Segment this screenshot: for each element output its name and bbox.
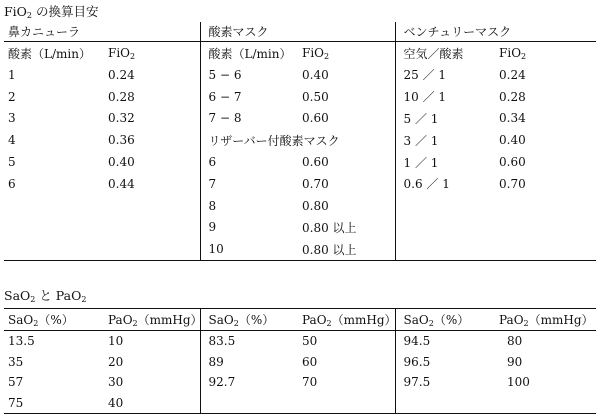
cell-nasal-fio2: 0.28 <box>108 89 135 104</box>
table-row <box>4 151 596 173</box>
cell-sao2-a: 13.5 <box>8 334 35 349</box>
header-venturi-fio2: FiO$_2$ <box>499 45 527 61</box>
cell-venturi-ratio: 3 ／ 1 <box>395 129 495 151</box>
header-nasal-fio2: FiO$_2$ <box>108 45 136 61</box>
table-row <box>4 64 596 86</box>
cell-pao2-c: 80 <box>507 334 523 349</box>
header-pao2: PaO$_2$（mmHg） <box>495 309 596 331</box>
cell-nasal-flow <box>4 195 104 217</box>
cell-mask-fio2: 0.40 <box>302 67 329 82</box>
sao2-table-title: SaO$_2$ と PaO$_2$ <box>4 288 87 304</box>
cell-venturi-fio2: 0.24 <box>499 67 526 82</box>
cell-venturi-ratio: 5 ／ 1 <box>395 108 495 130</box>
group-venturi-mask: ベンチュリーマスク <box>395 22 596 42</box>
cell-mask-fio2: 0.80 以上 <box>302 242 357 257</box>
table-row <box>4 195 596 217</box>
cell-mask-flow: 7 − 8 <box>200 108 298 130</box>
cell-sao2-a: 75 <box>8 395 24 410</box>
cell-nasal-flow <box>4 217 104 239</box>
cell-mask-fio2: 0.60 <box>302 155 329 170</box>
table-row <box>4 393 596 414</box>
header-sao2: SaO$_2$（%） <box>200 309 298 331</box>
cell-mask-flow: 6 <box>200 151 298 173</box>
cell-venturi-ratio <box>395 195 495 217</box>
cell-nasal-flow <box>4 238 104 260</box>
cell-nasal-fio2: 0.32 <box>108 111 135 126</box>
title-text: の換算目安 <box>32 4 99 19</box>
cell-nasal-flow: 5 <box>8 155 16 170</box>
cell-nasal-flow: 4 <box>8 133 16 148</box>
cell-venturi-ratio: 10 ／ 1 <box>395 86 495 108</box>
cell-pao2-a: 30 <box>108 375 124 390</box>
cell-mask-flow: 6 − 7 <box>200 86 298 108</box>
cell-pao2-b: 60 <box>302 354 318 369</box>
cell-nasal-flow: 3 <box>8 111 16 126</box>
table-row <box>4 217 596 239</box>
reservoir-mask-subheader: リザーバー付酸素マスク <box>200 129 395 151</box>
header-mask-flow: 酸素（L/min） <box>200 42 298 65</box>
cell-venturi-fio2: 0.60 <box>499 155 526 170</box>
header-pao2: PaO$_2$（mmHg） <box>298 309 395 331</box>
cell-venturi-fio2: 0.34 <box>499 111 526 126</box>
sao2-pao2-table <box>4 308 596 414</box>
cell-mask-fio2: 0.80 以上 <box>302 220 357 235</box>
fio2-conversion-table <box>4 22 596 261</box>
cell-sao2-c: 96.5 <box>395 352 495 373</box>
cell-mask-fio2: 0.70 <box>302 176 329 191</box>
cell-nasal-flow: 2 <box>8 89 16 104</box>
cell-venturi-fio2 <box>495 217 596 239</box>
table-row <box>4 331 596 352</box>
cell-venturi-ratio: 0.6 ／ 1 <box>395 173 495 195</box>
cell-nasal-flow: 6 <box>8 176 16 191</box>
table-row <box>4 173 596 195</box>
cell-nasal-flow: 1 <box>8 67 16 82</box>
cell-mask-fio2: 0.60 <box>302 111 329 126</box>
cell-sao2-c: 94.5 <box>395 331 495 352</box>
header-sao2: SaO$_2$（%） <box>4 309 104 331</box>
column-header-row <box>4 309 596 331</box>
cell-sao2-b: 89 <box>200 352 298 373</box>
table-row <box>4 86 596 108</box>
header-venturi-ratio: 空気／酸素 <box>395 42 495 65</box>
cell-pao2-b <box>298 393 395 414</box>
cell-mask-flow: 5 − 6 <box>200 64 298 86</box>
cell-sao2-b: 83.5 <box>200 331 298 352</box>
cell-venturi-ratio <box>395 238 495 260</box>
cell-sao2-c <box>395 393 495 414</box>
cell-nasal-fio2: 0.40 <box>108 155 135 170</box>
cell-mask-flow: 10 <box>200 238 298 260</box>
cell-sao2-a: 57 <box>8 375 24 390</box>
cell-mask-flow: 7 <box>200 173 298 195</box>
group-oxygen-mask: 酸素マスク <box>200 22 395 42</box>
cell-mask-fio2: 0.80 <box>302 198 329 213</box>
cell-venturi-ratio: 1 ／ 1 <box>395 151 495 173</box>
cell-sao2-b <box>200 393 298 414</box>
cell-nasal-fio2 <box>104 195 200 217</box>
table-row <box>4 238 596 260</box>
cell-pao2-c: 90 <box>507 354 523 369</box>
table-row <box>4 129 596 151</box>
header-pao2: PaO$_2$（mmHg） <box>104 309 200 331</box>
cell-pao2-b: 50 <box>302 334 318 349</box>
cell-nasal-fio2: 0.24 <box>108 67 135 82</box>
cell-nasal-fio2: 0.36 <box>108 133 135 148</box>
group-nasal-cannula: 鼻カニューラ <box>4 22 200 42</box>
cell-pao2-b: 70 <box>302 375 318 390</box>
cell-nasal-fio2 <box>104 217 200 239</box>
cell-mask-flow: 8 <box>200 195 298 217</box>
cell-pao2-c <box>495 393 596 414</box>
table-row <box>4 108 596 130</box>
cell-venturi-fio2: 0.28 <box>499 89 526 104</box>
cell-nasal-fio2 <box>104 238 200 260</box>
cell-pao2-c: 100 <box>507 375 530 390</box>
cell-venturi-fio2 <box>495 238 596 260</box>
cell-pao2-a: 40 <box>108 395 124 410</box>
cell-venturi-fio2: 0.40 <box>499 133 526 148</box>
cell-mask-fio2: 0.50 <box>302 89 329 104</box>
cell-venturi-fio2: 0.70 <box>499 176 526 191</box>
subscript: 2 <box>26 11 33 20</box>
cell-venturi-ratio <box>395 217 495 239</box>
header-nasal-flow: 酸素（L/min） <box>8 46 91 61</box>
group-header-row <box>4 22 596 42</box>
cell-nasal-fio2: 0.44 <box>108 176 135 191</box>
fio2-table-title <box>4 2 99 20</box>
cell-pao2-a: 10 <box>108 334 124 349</box>
column-header-row <box>4 42 596 65</box>
cell-sao2-b: 92.7 <box>200 372 298 393</box>
table-row <box>4 352 596 373</box>
title-text: FiO <box>4 4 27 19</box>
header-sao2: SaO$_2$（%） <box>395 309 495 331</box>
cell-venturi-ratio: 25 ／ 1 <box>395 64 495 86</box>
cell-sao2-a: 35 <box>8 354 24 369</box>
cell-mask-flow: 9 <box>200 217 298 239</box>
cell-venturi-fio2 <box>495 195 596 217</box>
header-mask-fio2: FiO$_2$ <box>302 45 330 61</box>
cell-sao2-c: 97.5 <box>395 372 495 393</box>
cell-pao2-a: 20 <box>108 354 124 369</box>
table-row <box>4 372 596 393</box>
